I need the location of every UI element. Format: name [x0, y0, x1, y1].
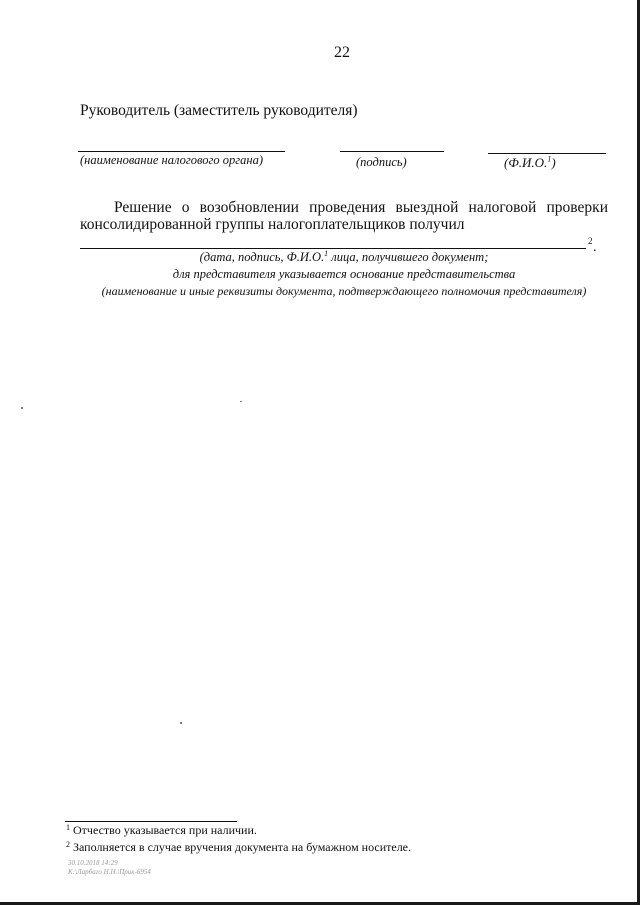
fio-caption-close: ) [551, 155, 556, 170]
print-stamp-line2: К:\Ларбаго Н.Н.\Прик-6954 [68, 868, 151, 876]
signature-line [340, 151, 444, 152]
footnote-rule [65, 821, 237, 822]
fio-caption-sup: 1 [547, 154, 552, 164]
footnote-1-num: 1 [66, 823, 70, 832]
fio-caption [504, 155, 556, 171]
footnote-mark-2: 2 [588, 236, 593, 246]
scan-speck [180, 722, 182, 724]
decision-text: Решение о возобновлении проведения выездной налоговой проверки консолидированной группы налогоплательщиков получил [80, 199, 608, 233]
received-caption-line2: для представителя указывается основание представительства [172, 267, 516, 281]
scan-speck [240, 401, 242, 402]
scan-speck [21, 407, 23, 409]
end-dot: . [593, 240, 597, 255]
footnote-2-text: Заполняется в случае вручения документа на бумажном носителе. [73, 840, 412, 854]
fio-caption-text: (Ф.И.О. [504, 155, 548, 170]
signature-caption: (подпись) [356, 155, 407, 169]
received-caption-sup: 1 [324, 248, 329, 258]
received-line [80, 248, 586, 249]
head-title: Руководитель (заместитель руководителя) [80, 102, 358, 119]
received-caption-b: лица, получившего документ; [328, 250, 489, 264]
footnote-1-text: Отчество указывается при наличии. [73, 823, 257, 837]
footnote-2-num: 2 [66, 840, 70, 849]
received-caption-line1 [80, 250, 608, 265]
print-stamp-line1: 30.10.2018 14:29 [68, 859, 118, 867]
page-number: 22 [334, 44, 350, 61]
received-caption-line3: (наименование и иные реквизиты документа, подтверждающего полномочия представителя) [101, 284, 587, 298]
tax-authority-caption: (наименование налогового органа) [80, 153, 263, 167]
tax-authority-line [78, 151, 285, 152]
footnote-1 [66, 823, 257, 838]
footnote-2 [66, 840, 411, 855]
received-caption-a: (дата, подпись, Ф.И.О. [199, 250, 325, 264]
